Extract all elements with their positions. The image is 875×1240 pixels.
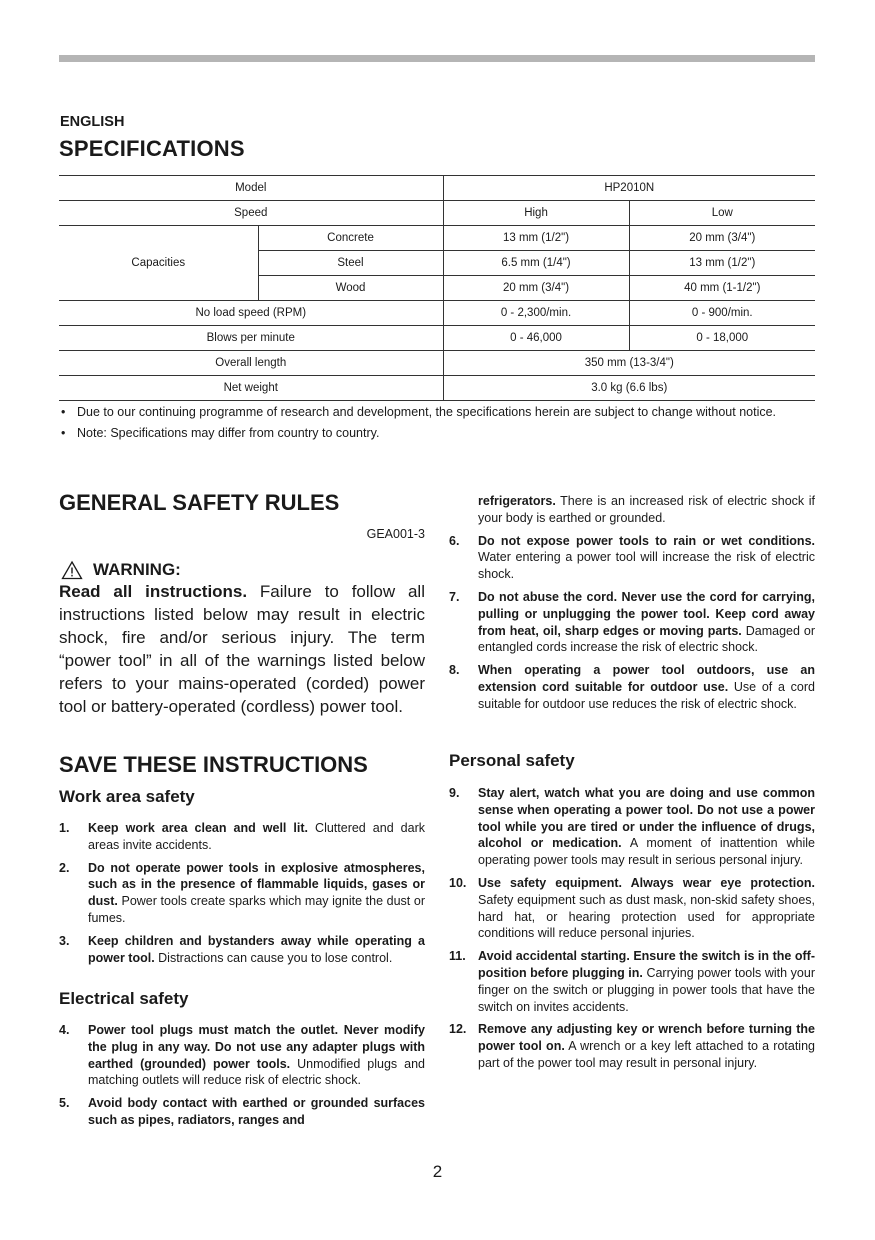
item-bold: Avoid body contact with earthed or grounded surfaces such as pipes, radiators, ranges and (88, 1096, 425, 1127)
capacity-high: 13 mm (1/2") (443, 226, 629, 251)
capacity-low: 40 mm (1-1/2") (629, 276, 815, 301)
capacity-high: 6.5 mm (1/4") (443, 251, 629, 276)
right-column-electrical (449, 493, 815, 713)
spec-note: • Note: Specifications may differ from country to country. (59, 425, 815, 442)
page-number: 2 (432, 1162, 443, 1181)
intro-bold: Read all instructions. (59, 582, 248, 601)
item-number: 10. (449, 875, 467, 890)
item-bold: Do not abuse the cord. Never use the cord for carrying, pulling or unplugging the power tool. Keep cord away from heat, oil, sharp edges or moving parts. (478, 589, 815, 638)
length-label: Overall length (59, 351, 443, 376)
capacity-material: Steel (258, 251, 443, 276)
item-bold: Stay alert, watch what you are doing and use common sense when operating a power tool. Do not use a power tool while you are tired or under the influence of drugs, alcohol or medication. (478, 786, 815, 851)
warning-heading (61, 560, 181, 580)
item-bold: Avoid accidental starting. Ensure the switch is in the off-position before plugging in. (478, 949, 815, 980)
capacities-label: Capacities (59, 226, 258, 301)
item-text: Distractions can cause you to lose control. (154, 950, 393, 965)
capacity-low: 13 mm (1/2") (629, 251, 815, 276)
item-text: Water entering a power tool will increase the risk of electric shock. (478, 550, 815, 582)
work-area-list (59, 820, 425, 966)
item-text: A moment of inattention while operating power tools may result in serious personal injury. (478, 836, 815, 868)
table-row (59, 351, 815, 376)
capacity-low: 20 mm (3/4") (629, 226, 815, 251)
list-item (59, 820, 425, 854)
item-text: Carrying power tools with your finger on the switch or plugging in power tools that have the switch on invites accidents. (478, 965, 815, 1014)
item-bold: refrigerators. (478, 494, 556, 508)
item-bold: Keep children and bystanders away while operating a power tool. (88, 933, 425, 965)
item-text: Use of a cord suitable for outdoor use reduces the risk of electric shock. (478, 679, 815, 711)
item-number: 4. (59, 1023, 70, 1037)
weight-label: Net weight (59, 376, 443, 401)
weight-value: 3.0 kg (6.6 lbs) (443, 376, 815, 401)
electrical-title: Electrical safety (59, 989, 189, 1008)
item-5-continued (449, 493, 815, 527)
list-item (59, 860, 425, 927)
item-bold: Remove any adjusting key or wrench before turning the power tool on. (478, 1022, 815, 1054)
item-text: Damaged or entangled cords increase the risk of electric shock. (478, 623, 816, 655)
table-row (59, 226, 815, 251)
list-item (449, 785, 815, 869)
personal-safety-title: Personal safety (449, 751, 575, 770)
language-label: ENGLISH (60, 114, 125, 130)
no-load-label: No load speed (RPM) (59, 301, 443, 326)
specifications-table (59, 175, 815, 401)
item-number: 7. (449, 589, 460, 604)
item-text: Power tools create sparks which may ignite the dust or fumes. (88, 894, 425, 925)
work-area-title: Work area safety (59, 787, 195, 806)
item-text: Unmodified plugs and matching outlets will reduce risk of electric shock. (88, 1056, 425, 1088)
bpm-high: 0 - 46,000 (443, 326, 629, 351)
table-row (59, 326, 815, 351)
bpm-low: 0 - 18,000 (629, 326, 815, 351)
warning-label: WARNING: (93, 560, 181, 579)
no-load-high: 0 - 2,300/min. (443, 301, 629, 326)
speed-label: Speed (59, 201, 443, 226)
item-number: 12. (449, 1022, 467, 1037)
item-number: 6. (449, 533, 460, 548)
speed-low: Low (629, 201, 815, 226)
item-text: There is an increased risk of electric shock if your body is earthed or grounded. (478, 494, 815, 525)
list-item (449, 948, 815, 1015)
capacity-high: 20 mm (3/4") (443, 276, 629, 301)
intro-text: Failure to follow all instructions listed below may result in electric shock, fire and/or serious injury. The term “power tool” in all of the warnings listed below refers to your mains-operated (corded) power tool or battery-operated (cordless) power tool. (59, 582, 425, 716)
item-bold: Power tool plugs must match the outlet. Never modify the plug in any way. Do not use any adapter plugs with earthed (grounded) power tools. (88, 1023, 425, 1071)
item-bold: When operating a power tool outdoors, use an extension cord suitable for outdoor use. (478, 663, 815, 694)
model-value: HP2010N (443, 176, 815, 201)
table-row (59, 376, 815, 401)
item-number: 3. (59, 933, 70, 948)
item-number: 11. (449, 949, 466, 964)
list-item (59, 933, 425, 967)
item-bold: Do not operate power tools in explosive atmospheres, such as in the presence of flammable liquids, gases or dust. (88, 860, 425, 909)
list-item (449, 589, 815, 656)
electrical-list (59, 1022, 425, 1129)
length-value: 350 mm (13-3/4") (443, 351, 815, 376)
list-item (449, 1021, 815, 1071)
list-item (449, 533, 815, 583)
model-label: Model (59, 176, 443, 201)
spec-notes (59, 404, 815, 446)
item-bold: Use safety equipment. Always wear eye protection. (478, 875, 815, 890)
table-row (59, 301, 815, 326)
save-instructions-title: SAVE THESE INSTRUCTIONS (59, 752, 368, 777)
list-item (449, 662, 815, 712)
capacity-material: Concrete (258, 226, 443, 251)
warning-intro (59, 580, 425, 718)
general-safety-title: GENERAL SAFETY RULES (59, 490, 340, 515)
doc-code: GEA001-3 (366, 527, 425, 541)
speed-high: High (443, 201, 629, 226)
warning-triangle-icon (61, 560, 83, 580)
header-rule (59, 55, 815, 62)
item-number: 8. (449, 663, 460, 678)
list-item (59, 1095, 425, 1129)
list-item (59, 1022, 425, 1089)
capacity-material: Wood (258, 276, 443, 301)
item-text: A wrench or a key left attached to a rotating part of the power tool may result in personal injury. (478, 1039, 815, 1070)
specifications-title: SPECIFICATIONS (59, 136, 245, 161)
item-bold: Do not expose power tools to rain or wet conditions. (478, 533, 815, 548)
item-number: 5. (59, 1096, 70, 1111)
list-item (449, 875, 815, 942)
item-number: 1. (59, 821, 70, 835)
no-load-low: 0 - 900/min. (629, 301, 815, 326)
item-text: Cluttered and dark areas invite accidents. (88, 821, 425, 852)
item-bold: Keep work area clean and well lit. (88, 821, 309, 835)
item-text: Safety equipment such as dust mask, non-skid safety shoes, hard hat, or hearing protection used for appropriate conditions will reduce personal injuries. (478, 892, 815, 941)
bpm-label: Blows per minute (59, 326, 443, 351)
item-number: 2. (59, 860, 70, 875)
personal-safety-list (449, 785, 815, 1072)
table-row (59, 201, 815, 226)
spec-note: • Due to our continuing programme of research and development, the specifications herein are subject to change without notice. (59, 404, 815, 421)
item-number: 9. (449, 786, 460, 800)
table-row (59, 176, 815, 201)
